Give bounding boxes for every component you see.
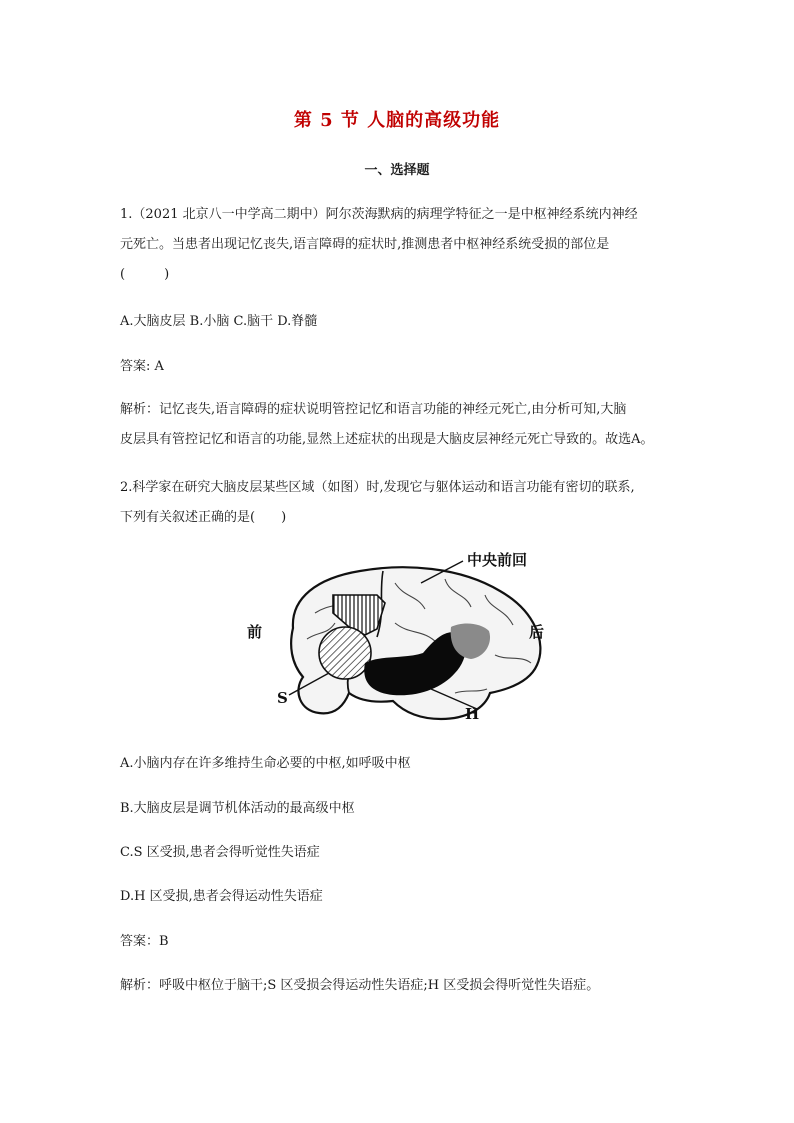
- brain-diagram: [245, 543, 555, 728]
- label-s: S: [277, 689, 288, 707]
- label-front: 前: [247, 623, 263, 641]
- q2-analysis: 解析：呼吸中枢位于脑干;S 区受损会得运动性失语症;H 区受损会得听觉性失语症。: [120, 978, 600, 993]
- q1-stem-line-3: ( ): [120, 267, 170, 282]
- q2-option-d: D.H 区受损,患者会得运动性失语症: [120, 889, 323, 904]
- label-h: H: [465, 705, 480, 723]
- label-back: 后: [529, 623, 545, 641]
- q2-stem-line-2: 下列有关叙述正确的是( ): [120, 510, 287, 525]
- q2-option-a: A.小脑内存在许多维持生命必要的中枢,如呼吸中枢: [120, 756, 411, 771]
- q2-answer: 答案：B: [120, 934, 169, 949]
- q1-stem-line-2: 元死亡。当患者出现记忆丧失,语言障碍的症状时,推测患者中枢神经系统受损的部位是: [120, 237, 610, 252]
- brain-figure: [245, 543, 555, 728]
- q1-options: A.大脑皮层 B.小脑 C.脑干 D.脊髓: [120, 314, 318, 329]
- q1-stem-line-1: 1.（2021 北京八一中学高二期中）阿尔茨海默病的病理学特征之一是中枢神经系统内神经: [120, 207, 638, 222]
- q2-option-c: C.S 区受损,患者会得听觉性失语症: [120, 845, 320, 860]
- q2-stem-line-1: 2.科学家在研究大脑皮层某些区域（如图）时,发现它与躯体运动和语言功能有密切的联系,: [120, 480, 635, 495]
- q1-answer: 答案: A: [120, 359, 164, 374]
- q1-analysis-line-1: 解析：记忆丧失,语言障碍的症状说明管控记忆和语言功能的神经元死亡,由分析可知,大脑: [120, 402, 627, 417]
- s-area: [319, 627, 371, 679]
- label-precentral-gyrus: 中央前回: [467, 551, 528, 569]
- q1-analysis-line-2: 皮层具有管控记忆和语言的功能,显然上述症状的出现是大脑皮层神经元死亡导致的。故选A。: [120, 432, 654, 447]
- q2-option-b: B.大脑皮层是调节机体活动的最高级中枢: [120, 801, 355, 816]
- page-title: 第 5 节 人脑的高级功能: [293, 110, 501, 131]
- section-heading: 一、选择题: [364, 163, 430, 178]
